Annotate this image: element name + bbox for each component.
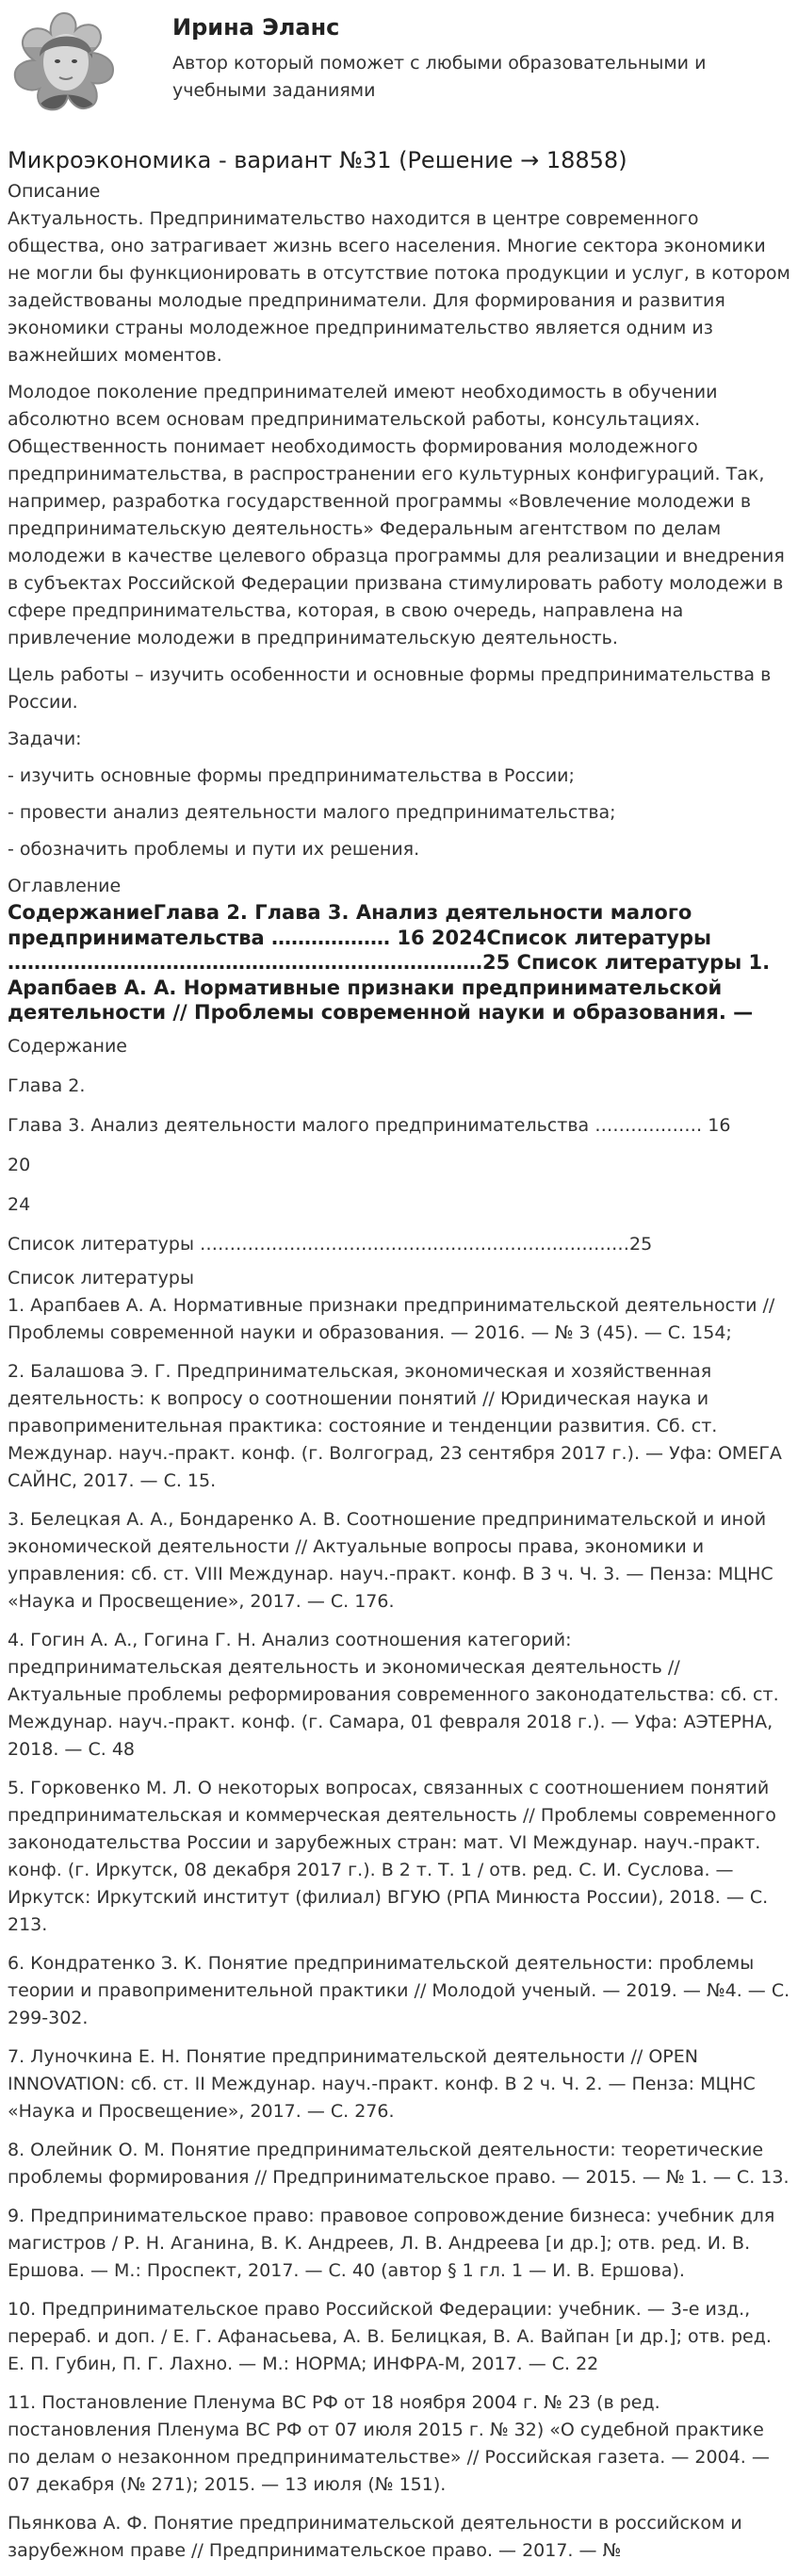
paragraph: - провести анализ деятельности малого предпринимательства; <box>8 802 616 823</box>
paragraph: Цель работы – изучить особенности и основные формы предпринимательства в России. <box>8 665 772 713</box>
bibliography <box>8 1292 790 2565</box>
toc-item: 20 <box>8 1154 31 1175</box>
author-card <box>8 0 790 127</box>
document-title: Микроэкономика - вариант №31 (Решение → 18858) <box>8 147 627 173</box>
description-label: Описание <box>8 181 101 202</box>
bibliography-item: 5. Горковенко М. Л. О некоторых вопросах, связанных с соотношением понятий предпринимательская и коммерческая деятельность // Проблемы современного законодательства России и зарубежных стран: мат. VI Междунар. науч.-практ. конф. (г. Иркутск, 08 декабря 2017 г.). В 2 т. Т. 1 / отв. ред. С. И. Суслова. — Иркутск: Иркутский институт (филиал) ВГУЮ (РПА Минюста России), 2018. — С. 213. <box>8 1777 776 1935</box>
bibliography-item: 3. Белецкая А. А., Бондаренко А. В. Соотношение предпринимательской и иной экономической деятельности // Актуальные вопросы права, экономики и управления: сб. ст. VIII Междунар. науч.-практ. конф. В 3 ч. Ч. 3. — Пенза: МЦНС «Наука и Просвещение», 2017. — С. 176. <box>8 1508 774 1612</box>
toc-label: Оглавление <box>8 876 122 896</box>
toc-item: Глава 3. Анализ деятельности малого предпринимательства ……………… 16 <box>8 1114 731 1136</box>
toc-item: 24 <box>8 1193 31 1215</box>
author-info <box>172 14 738 105</box>
toc-item: Глава 2. <box>8 1075 86 1096</box>
bibliography-item: 10. Предпринимательское право Российской Федерации: учебник. — 3-е изд., перераб. и доп. / Е. Г. Афанасьева, А. В. Белицкая, В. А. Вайпан [и др.]; отв. ред. Е. П. Губин, П. Г. Лахно. — М.: НОРМА; ИНФРА-М, 2017. — С. 22 <box>8 2298 772 2374</box>
bibliography-item: 11. Постановление Пленума ВС РФ от 18 ноября 2004 г. № 23 (в ред. постановления Пленума ВС РФ от 07 июля 2015 г. № 32) «О судебной практике по делам о незаконном предпринимательстве» // Российская газета. — 2004. — 07 декабря (№ 271); 2015. — 13 июля (№ 151). <box>8 2391 770 2495</box>
description-body <box>8 205 790 863</box>
author-description: Автор который поможет с любыми образовательными и учебными заданиями <box>172 53 707 101</box>
paragraph: Задачи: <box>8 729 82 749</box>
author-avatar[interactable] <box>8 9 121 113</box>
bibliography-item: Пьянкова А. Ф. Понятие предпринимательской деятельности в российском и зарубежном праве // Предпринимательское право. — 2017. — № <box>8 2512 742 2561</box>
paragraph: - изучить основные формы предпринимательства в России; <box>8 765 575 786</box>
bibliography-label: Список литературы <box>8 1267 194 1288</box>
toc-summary: СодержаниеГлава 2. Глава 3. Анализ деятельности малого предпринимательства ……………… 16 2024Список литературы ………………………………………………………………25 Список литературы 1. Арапбаев А. А. Нормативные признаки предпринимательской деятельности // Проблемы современной науки и образования. — <box>8 901 771 1024</box>
bibliography-item: 8. Олейник О. М. Понятие предпринимательской деятельности: теоретические проблемы формирования // Предпринимательское право. — 2015. — № 1. — С. 13. <box>8 2139 790 2188</box>
table-of-contents <box>8 1033 790 1258</box>
toc-item: Содержание <box>8 1035 127 1057</box>
bibliography-item: 9. Предпринимательское право: правовое сопровождение бизнеса: учебник для магистров / Р. Н. Аганина, В. К. Андреев, Л. В. Андреева [и др.]; отв. ред. И. В. Ершова. — М.: Проспект, 2017. — С. 40 (автор § 1 гл. 1 — И. В. Ершова). <box>8 2205 775 2281</box>
bibliography-item: 2. Балашова Э. Г. Предпринимательская, экономическая и хозяйственная деятельность: к вопросу о соотношении понятий // Юридическая наука и правоприменительная практика: состояние и тенденции развития. Сб. ст. Междунар. науч.-практ. конф. (г. Волгоград, 23 сентября 2017 г.). — Уфа: ОМЕГА САЙНС, 2017. — С. 15. <box>8 1360 782 1491</box>
author-name[interactable]: Ирина Эланс <box>172 14 340 41</box>
bibliography-item: 6. Кондратенко З. К. Понятие предпринимательской деятельности: проблемы теории и правоприменительной практики // Молодой ученый. — 2019. — №4. — С. 299-302. <box>8 1952 790 2028</box>
paragraph: - обозначить проблемы и пути их решения. <box>8 839 420 860</box>
paragraph: Актуальность. Предпринимательство находится в центре современного общества, оно затрагивает жизнь всего населения. Многие сектора экономики не могли бы функционировать в отсутствие потока продукции и услуг, в котором задействованы молодые предприниматели. Для формирования и развития экономики страны молодежное предпринимательство является одним из важнейших моментов. <box>8 208 790 366</box>
bibliography-item: 7. Луночкина Е. Н. Понятие предпринимательской деятельности // OPEN INNOVATION: сб. ст. II Междунар. науч.-практ. конф. В 2 ч. Ч. 2. — Пенза: МЦНС «Наука и Просвещение», 2017. — С. 276. <box>8 2045 756 2122</box>
toc-item: Список литературы ………………………………………………………………25 <box>8 1233 653 1255</box>
bibliography-item: 1. Арапбаев А. А. Нормативные признаки предпринимательской деятельности // Проблемы современной науки и образования. — 2016. — № 3 (45). — С. 154; <box>8 1294 775 1343</box>
bibliography-item: 4. Гогин А. А., Гогина Г. Н. Анализ соотношения категорий: предпринимательская деятельность и экономическая деятельность // Актуальные проблемы реформирования современного законодательства: сб. ст. Междунар. науч.-практ. конф. (г. Самара, 01 февраля 2018 г.). — Уфа: АЭТЕРНА, 2018. — С. 48 <box>8 1629 779 1760</box>
paragraph: Молодое поколение предпринимателей имеют необходимость в обучении абсолютно всем основам предпринимательской работы, консультациях. Общественность понимает необходимость формирования молодежного предпринимательства, в распространении его культурных конфигураций. Так, например, разработка государственной программы «Вовлечение молодежи в предпринимательскую деятельность» Федеральным агентством по делам молодежи в качестве целевого образца программы для реализации и внедрения в субъектах Российской Федерации призвана стимулировать работу молодежи в сфере предпринимательства, которая, в свою очередь, направлена на привлечение молодежи в предпринимательскую деятельность. <box>8 382 785 648</box>
